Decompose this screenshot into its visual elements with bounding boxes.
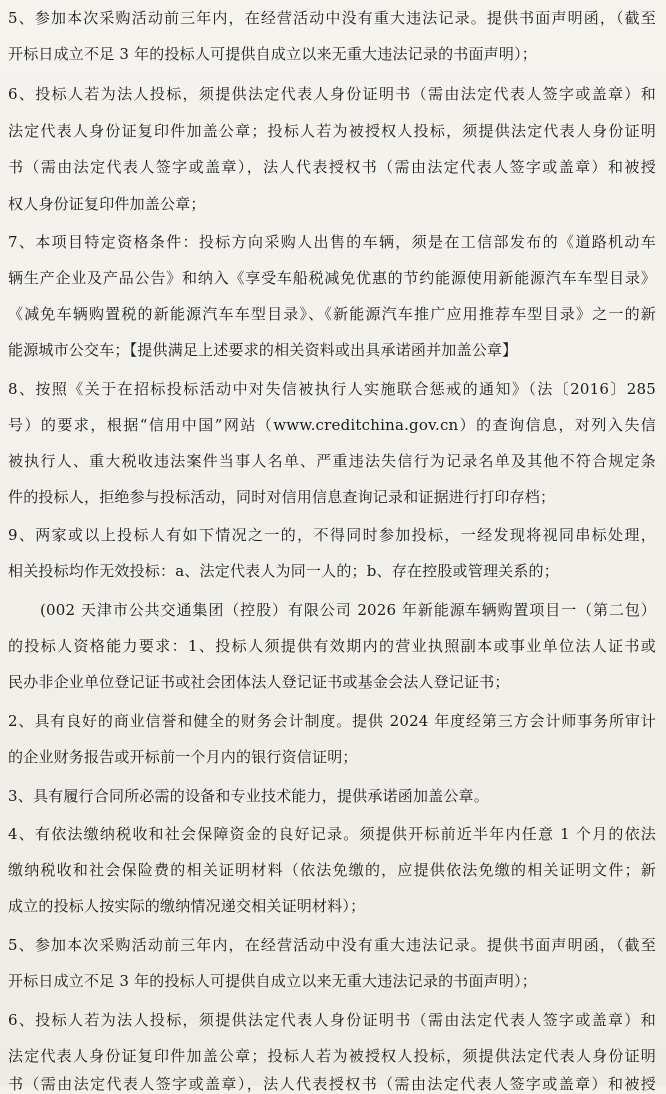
text-line-5: 书（需由法定代表人签字或盖章），法人代表授权书（需由法定代表人签字或盖章）和被授 — [8, 158, 656, 176]
text-line-28: 6、投标人若为法人投标，须提供法定代表人身份证明书（需由法定代表人签字或盖章）和 — [8, 1011, 656, 1029]
text-line-22: 3、具有履行合同所必需的设备和专业技术能力，提供承诺函加盖公章。 — [8, 787, 489, 805]
text-line-3: 6、投标人若为法人投标，须提供法定代表人身份证明书（需由法定代表人签字或盖章）和 — [8, 85, 656, 103]
text-line-12: 号）的要求，根据“信用中国”网站（www.creditchina.gov.cn）的查询信息，对列入失信 — [8, 416, 656, 434]
text-line-26: 5、参加本次采购活动前三年内，在经营活动中没有重大违法记录。提供书面声明函，（截至 — [8, 936, 656, 954]
text-line-14: 件的投标人，拒绝参与投标活动，同时对信用信息查询记录和证据进行打印存档； — [8, 488, 556, 506]
text-line-25: 成立的投标人按实际的缴纳情况递交相关证明材料）； — [8, 897, 366, 915]
text-line-24: 缴纳税收和社会保险费的相关证明材料（依法免缴的，应提供依法免缴的相关证明文件；新 — [8, 861, 656, 879]
text-line-21: 的企业财务报告或开标前一个月内的银行资信证明； — [8, 748, 358, 766]
text-line-11: 8、按照《关于在招标投标活动中对失信被执行人实施联合惩戒的通知》（法〔2016〕285 — [8, 380, 656, 398]
text-line-2: 开标日成立不足 3 年的投标人可提供自成立以来无重大违法记录的书面声明）； — [8, 45, 537, 63]
text-line-9: 《减免车辆购置税的新能源汽车车型目录》、《新能源汽车推广应用推荐车型目录》之一的新 — [8, 305, 656, 323]
text-line-20: 2、具有良好的商业信誉和健全的财务会计制度。提供 2024 年度经第三方会计师事务所审计 — [8, 712, 656, 730]
text-line-17: (002 天津市公共交通集团（控股）有限公司 2026 年新能源车辆购置项目一（第二包） — [40, 601, 656, 619]
text-line-10: 能源城市公交车；【提供满足上述要求的相关资料或出具承诺函并加盖公章】 — [8, 341, 518, 359]
text-line-27: 开标日成立不足 3 年的投标人可提供自成立以来无重大违法记录的书面声明）； — [8, 972, 537, 990]
text-line-15: 9、两家或以上投标人有如下情况之一的，不得同时参加投标，一经发现将视同串标处理， — [8, 526, 656, 544]
text-line-6: 权人身份证复印件加盖公章； — [8, 195, 206, 213]
text-line-19: 民办非企业单位登记证书或社会团体法人登记证书或基金会法人登记证书； — [8, 673, 510, 691]
text-line-29: 法定代表人身份证复印件加盖公章；投标人若为被授权人投标，须提供法定代表人身份证明 — [8, 1047, 656, 1065]
text-line-16: 相关投标均作无效投标：a、法定代表人为同一人的；b、存在控股或管理关系的； — [8, 562, 559, 580]
text-line-4: 法定代表人身份证复印件加盖公章；投标人若为被授权人投标，须提供法定代表人身份证明 — [8, 122, 656, 140]
text-line-13: 被执行人、重大税收违法案件当事人名单、严重违法失信行为记录名单及其他不符合规定条 — [8, 452, 656, 470]
text-line-23: 4、有依法缴纳税收和社会保障资金的良好记录。须提供开标前近半年内任意 1 个月的依法 — [8, 825, 656, 843]
text-line-30: 书（需由法定代表人签字或盖章），法人代表授权书（需由法定代表人签字或盖章）和被授 — [8, 1075, 656, 1093]
text-line-8: 辆生产企业及产品公告》和纳入《享受车船税减免优惠的节约能源使用新能源汽车车型目录》 — [8, 269, 656, 287]
text-line-7: 7、本项目特定资格条件：投标方向采购人出售的车辆，须是在工信部发布的《道路机动车 — [8, 233, 656, 251]
text-line-1: 5、参加本次采购活动前三年内，在经营活动中没有重大违法记录。提供书面声明函，（截至 — [8, 9, 656, 27]
text-line-18: 的投标人资格能力要求：1、投标人须提供有效期内的营业执照副本或事业单位法人证书或 — [8, 637, 656, 655]
